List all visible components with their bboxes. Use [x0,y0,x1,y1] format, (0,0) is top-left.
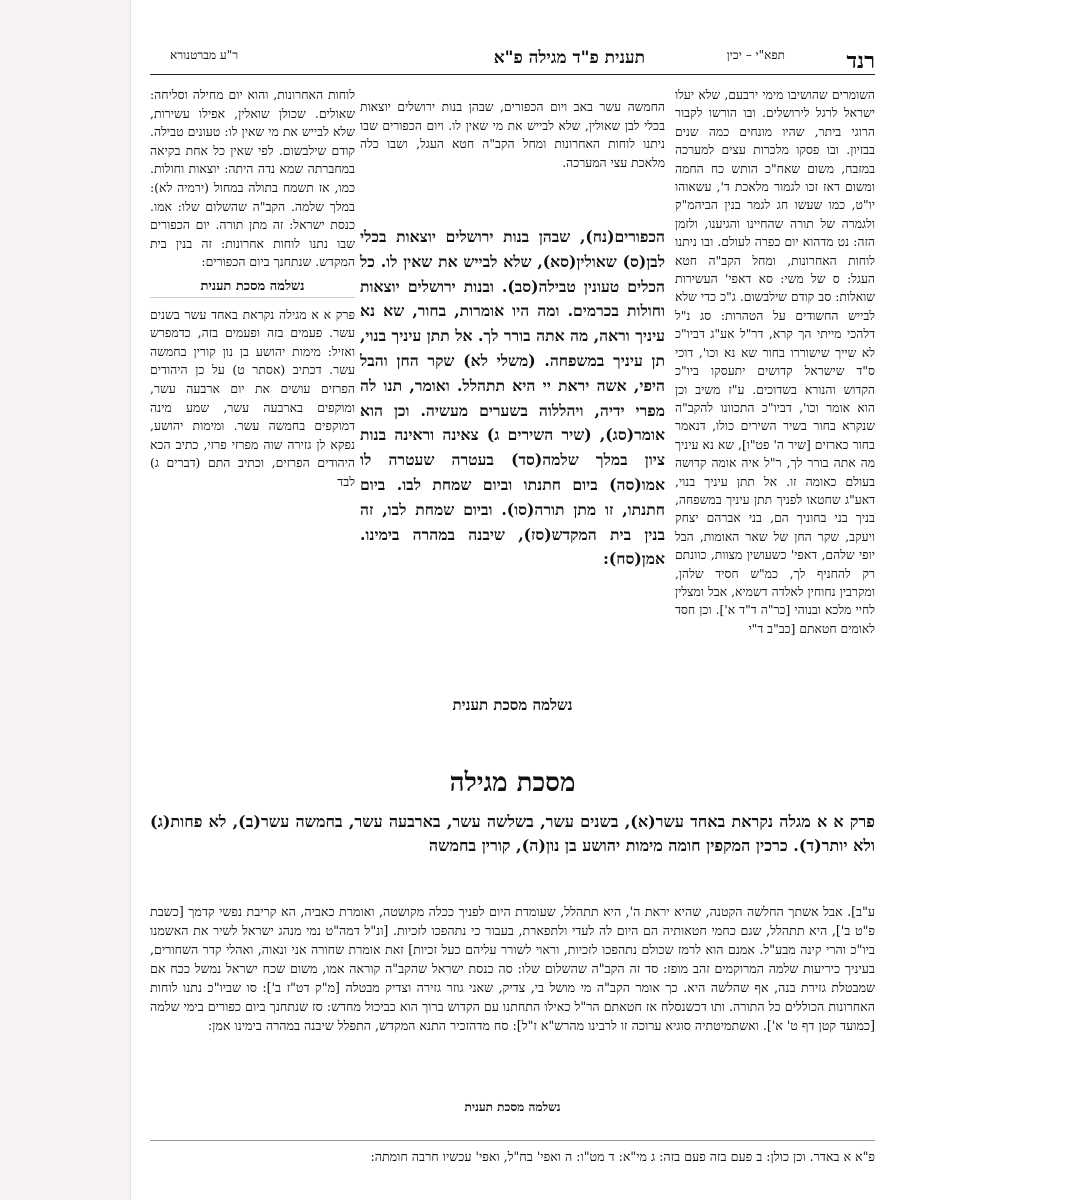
commentary-right-text: השומרים שהושיבו מימי ירבעם, שלא יעלו ישראל לרגל לירושלים. ובו הורשו לקבור הרוגי ביתר, שהיו מונחים כמה שנים בבזיון. ובו פסקו מלכרות עצים למערכה במזבח, משום שאח"כ הותש כח החמה ומשום דאז זכו לגמור מלאכת ד', עשאוהו יו"ט, כמו שעשו חג לגמר בנין הביהמ"ק ולגמרה של תורה שהחיינו והגיענו, ולזמן הזה: נט מדהוא יום כפרה לעולם. ובו ניתנו לוחות האחרונות, ומחל הקב"ה חטא העגל: ס של משי: סא דאפי' העשירות שואלות: סב קודם שילבשום. ג"כ כדי שלא לבייש החשודים על הטהרות: סג נ"ל דלהכי מייתי הך קרא, דר"ל אע"ג דביו"כ לא שייך שישוררו בחור שא נא וכו', דוכי ס"ד שישראל קדושים יתעסקו ביו"כ הקדוש והנורא בשדוכים. ע"ז משיב וכן הוא אומר וכו', דביו"כ התכוונו להקב"ה שנקרא בחור בשיר השירים כולו, דנאמר בחור כארזים [שיר ה' פט"ו], שא נא עיניך מה אתה בורר לך, ר"ל איה אומה קדושה בעולם כאומה זו. אל תתן עיניך בנוי, דאע"ג שחטאו לפניך תתן עיניך במשפחה, בניך בני בחוניך הם, בני אברהם יצחק ויעקב, שקר החן של שאר האומות, הבל יופי שלהם, דאפי' כשעושין מצוות, כוונתם רק להחניף לך, כמ"ש חסיד שלהן, ומקרבין נחוחין לאלדה דשמיא, אבל ומצלין לחיי מלכא ובנוהי [כר"ה ד"ד א']. וכן חסד לאומים חטאתם [כב"ב ד"י [675,88,875,636]
commentary-left-text: לוחות האחרונות, והוא יום מחילה וסליחה: שאולים. שכולן שואלין, אפילו עשירות, שלא לבייש את מי שאין לו: טעונים טבילה. קודם שילבשום. לפי שאין כל אחת בקיאה במחברתה שמא נדה היתה: יוצאות וחולות. כמו, אז תשמח בתולה במחול (ירמיה לא): במלך שלמה. הקב"ה שהשלום שלו: אמו. כנסת ישראל: זה מתן תורה. יום הכפורים שבו נתנו לוחות אחרונות: זה בנין בית המקדש. שנתחנך ביום הכפורים: [150,87,355,270]
commentary-left-megillah-text: פרק א א מגילה נקראת באחד עשר בשנים עשר. פעמים בזה ופעמים בזה, כדמפרש ואזיל: מימות יהושע בן נון קורין בחמשה עשר. דכתיב (אסתר ט) על כן היהודים הפרזים עושים את יום ארבעה עשר, ומוקפים בארבעה עשר, שמע מינה דמוקפים בחמשה עשר. ומימות יהושע, נפקא לן גזירה שוה מפרזי פרזי, כתיב הכא היהודים הפרזים, וכתיב התם (דברים ג) לבד [150,297,355,492]
commentary-middle-top-text: החמשה עשר באב ויום הכפורים, שבהן בנות ירושלים יוצאות בכלי לבן שאולין, שלא לבייש את מי שאין לו. ויום הכפורים שבו ניתנו לוחות האחרונות ומחל הקב"ה חטא העגל, ושבו כלה מלאכת עצי המערכה. [360,100,665,170]
footnotes: פ"א א באדר. וכן כולן: ב פעם בזה פעם בזה: ג מי"א: ד מט"ו: ה ואפי' בח"ל, ואפי' עכשיו חרבה חומתה: [150,1140,875,1166]
commentary-name: ר"ע מברטנורא [170,48,239,62]
commentary-bottom: ע"ב]. אבל אשתך החלשה הקטנה, שהיא יראת ה', היא תתהלל, שעומדת היום לפניך ככלה מקושטה, ואומרת כאביה, הא קריבת נפשי קדמך [כשבת פ"ט ב'], היא תתהלל, שגם כחמי חטאותיה הם היום לה לעדי ולתפארת, בעבור כי נתהפכו לזכיות. [ונ"ל דמה"ט נמי מנהג ישראל לשיר את האשמנו ביו"כ והרי קינה מבע"ל. אמנם הוא לרמז שכולם נתהפכו לזכיות, וראוי לשורר עליהם כעל זכיות] זאת אומרת שחורה אני ונאוה, ואהלי קדר השחורים, בעיניך כיריעות שלמה המרוקמים זהב מופז: סד זה הקב"ה שהשלום שלו: סה כנסת ישראל שהקב"ה קוראה אמו, משום שכח ישראל נמשל ככח אם שמבטלת גזירת בנה, אף שהלשה היא. כך אומר הקב"ה מי מושל בי, צדיק, שאני גוזר גזירה וצדיק מבטלה [מ"ק דט"ז ב']: סו שביו"כ נתנו לוחות האחרונות הכוללים כל התורה. ותו דכשנסלח אז חטאתם הר"ל כאילו התחתנו עם הקדוש ברוך הוא כביכול מחדש: סז שנתחנך ביום כפורים בימי שלמה [כמועד קטן דף ט' א']. ואשתמיטתיה סוגיא ערוכה זו לרבינו מהרש"א ז"ל]: סח מדהזכיר התנא המקדש, התפלל שיבנה במהרה בימינו אמן: [150,904,875,1033]
tractate-title: מסכת מגילה [449,768,576,798]
page-number: רנד [846,48,875,74]
page-header [150,46,875,75]
mishnah-taanit-text: הכפורים(נח), שבהן בנות ירושלים יוצאות בכלי לבן(ס) שאולין(סא), שלא לבייש את שאין לו. כל הכלים טעונין טבילה(סב). ובנות ירושלים יוצאות וחולות בכרמים. ומה היו אומרות, בחור, שא נא עיניך וראה, מה אתה בורר לך. אל תתן עיניך בנוי, תן עיניך במשפחה. (משלי לא) שקר החן והבל היפי, אשה יראת יי היא תתהלל. ואומר, תנו לה מפרי ידיה, ויהללוה בשערים מעשיה. וכן הוא אומר(סג), (שיר השירים ג) צאינה וראינה בנות ציון במלך שלמה(סד) בעטרה שעטרה לו אמו(סה) ביום חתנתו וביום שמחת לבו. ביום חתנתו, זו מתן תורה(סו). וביום שמחת לבו, זה בנין בית המקדש(סז), שיבנה במהרה בימינו. אמן(סח): [360,227,665,569]
document-page [150,40,875,1180]
commentary-right-column [675,86,875,638]
section-code: תפא"י – יכין [726,48,785,62]
closing-left: נשלמה מסכת תענית [200,278,305,294]
commentary-left-column [150,86,355,491]
page-gutter [0,0,131,1200]
mishnah-taanit-column [360,225,665,572]
mishnah-megillah: פרק א א מגלה נקראת באחד עשר(א), בשנים עשר, בשלשה עשר, בארבעה עשר, בחמשה עשר(ב), לא פחות(ג) ולא יותר(ד). כרכין המקפין חומה מימות יהושע בן נון(ה), קורין בחמשה [150,812,875,855]
running-title: תענית פ"ד מגילה פ"א [493,48,645,68]
closing-bottom: נשלמה מסכת תענית [464,1100,561,1114]
closing-taanit: נשלמה מסכת תענית [452,696,573,714]
commentary-middle-top [360,86,665,184]
